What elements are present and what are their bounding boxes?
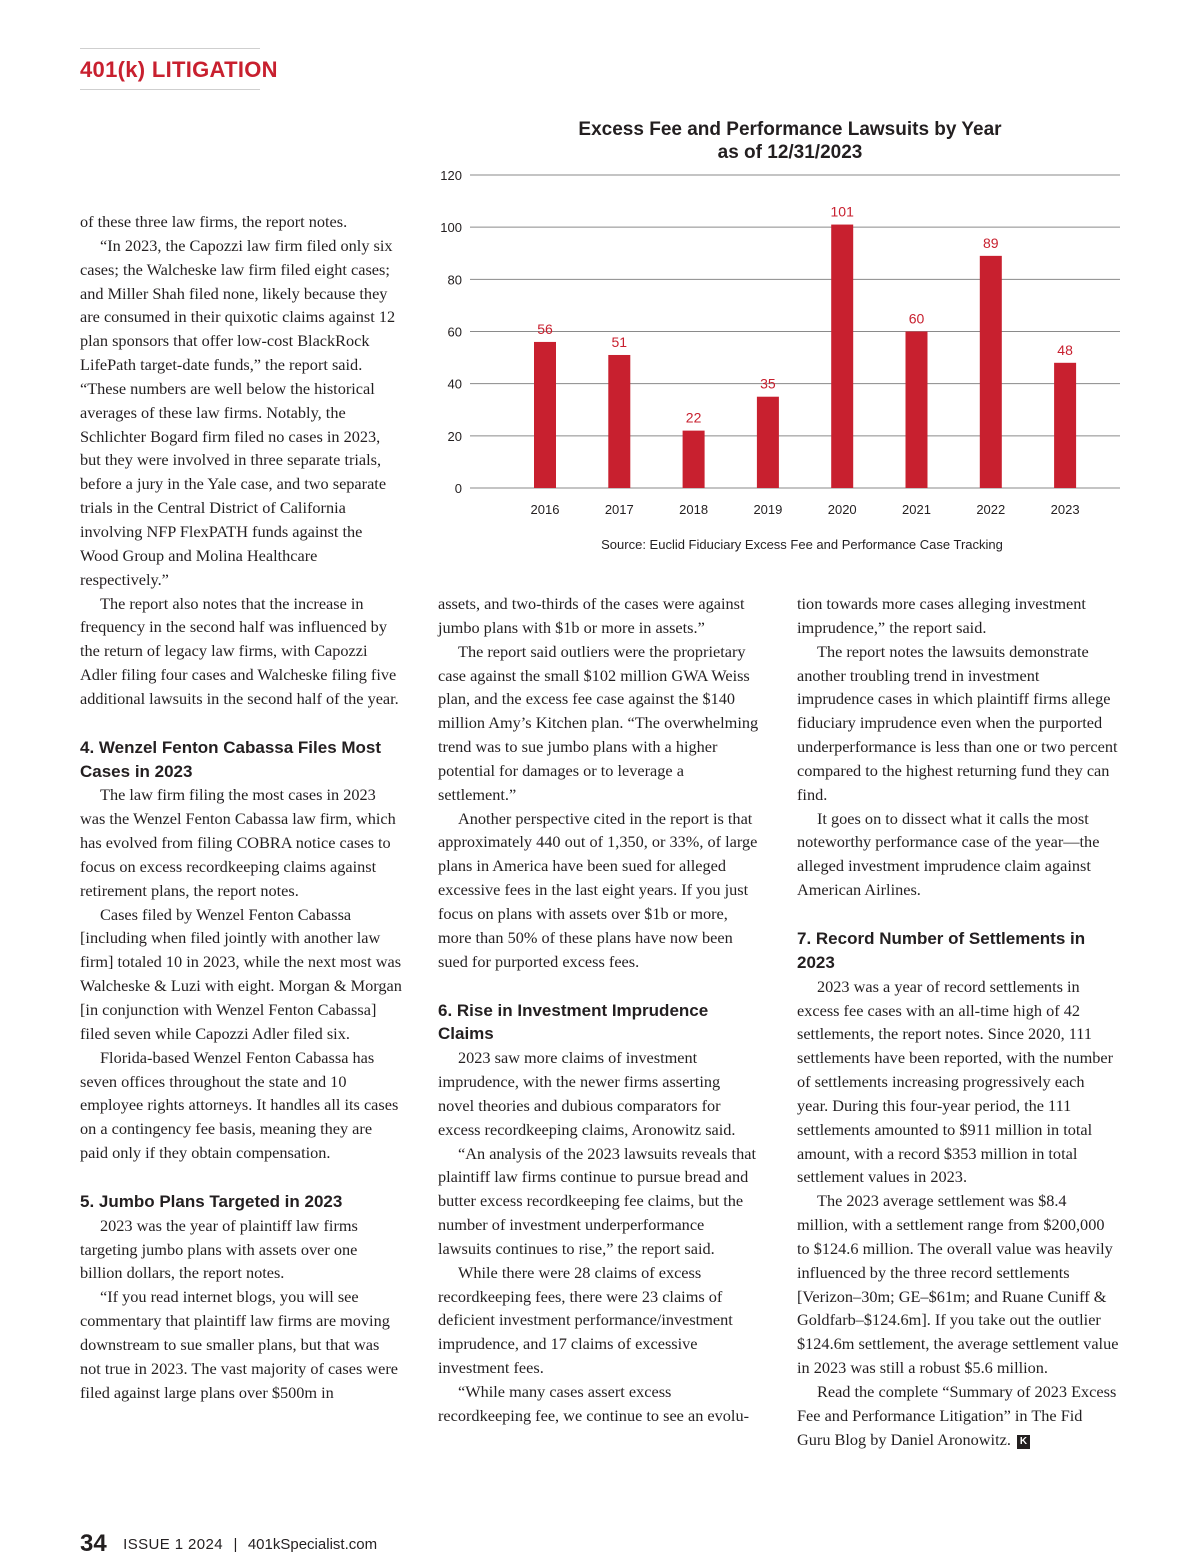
column-2 bbox=[438, 592, 760, 1428]
col2-paragraph-4: 2023 saw more claims of investment imprudence, with the newer firms asserting novel theories and dubious comparators for excess recordkeeping claims, Aronowitz said. bbox=[438, 1048, 736, 1139]
data-label-2021: 60 bbox=[908, 310, 925, 327]
bar-2021 bbox=[906, 332, 928, 489]
x-tick-label-2017: 2017 bbox=[604, 502, 634, 517]
heading-4-wenzel: 4. Wenzel Fenton Cabassa Files Most Cases in 2023 bbox=[80, 737, 382, 781]
y-tick-label-0: 0 bbox=[454, 481, 462, 496]
x-tick-label-2023: 2023 bbox=[1050, 502, 1080, 517]
data-label-2023: 48 bbox=[1057, 341, 1073, 358]
col2-paragraph-1: assets, and two-thirds of the cases were against jumbo plans with $1b or more in assets.” bbox=[438, 594, 745, 637]
col3-paragraph-3: It goes on to dissect what it calls the most noteworthy performance case of the year—the alleged investment imprudence claim against American Airlines. bbox=[797, 808, 1100, 900]
column-3 bbox=[797, 592, 1119, 1452]
chart-bars bbox=[531, 204, 1080, 517]
col1-paragraph-4: The law firm filing the most cases in 2023 was the Wenzel Fenton Cabassa law firm, which has evolved from filing COBRA notice cases to focus on excess recordkeeping claims against retirement plans, the report notes. bbox=[80, 785, 396, 900]
x-tick-label-2019: 2019 bbox=[753, 502, 783, 517]
y-tick-label-120: 120 bbox=[440, 168, 462, 183]
y-tick-label-100: 100 bbox=[440, 220, 462, 236]
col3-paragraph-5: The 2023 average settlement was $8.4 million, with a settlement range from $200,000 to $124.6 million. The overall value was heavily influenced by the three record settlements [Verizon–30m; GE–$61m; and Ruane Cuniff & Goldfarb–$124.6m]. If you take out the outlier $124.6m settlement, the average settlement value in 2023 was still a robust $5.6 million. bbox=[797, 1191, 1119, 1378]
chart-title: Excess Fee and Performance Lawsuits by Year bbox=[578, 119, 1002, 140]
heading-5-jumbo-plans: 5. Jumbo Plans Targeted in 2023 bbox=[80, 1191, 343, 1211]
bar-2017 bbox=[608, 355, 630, 488]
col2-paragraph-7: “While many cases assert excess recordkeeping fee, we continue to see an evolu- bbox=[438, 1382, 750, 1425]
bar-2016 bbox=[534, 342, 556, 488]
col1-paragraph-7: 2023 was the year of plaintiff law firms targeting jumbo plans with assets over one billion dollars, the report notes. bbox=[80, 1215, 358, 1283]
col2-paragraph-6: While there were 28 claims of excess recordkeeping fees, there were 23 claims of deficient investment performance/investment imprudence, and 17 claims of excessive investment fees. bbox=[438, 1262, 733, 1378]
chart-source: Source: Euclid Fiduciary Excess Fee and Performance Case Tracking bbox=[601, 537, 1003, 552]
heading-6-investment-imprudence: 6. Rise in Investment Imprudence Claims bbox=[438, 1000, 709, 1044]
col3-paragraph-6-text: Read the complete “Summary of 2023 Excess Fee and Performance Litigation” in The Fid Guru Blog by Daniel Aronowitz. bbox=[797, 1382, 1117, 1449]
col1-paragraph-1: of these three law firms, the report notes. bbox=[80, 212, 348, 231]
bar-chart bbox=[420, 110, 1140, 560]
x-tick-label-2021: 2021 bbox=[902, 502, 931, 517]
col3-paragraph-1: tion towards more cases alleging investment imprudence,” the report said. bbox=[797, 594, 1086, 637]
section-header-bold: 401(k) bbox=[80, 57, 146, 82]
data-label-2018: 22 bbox=[685, 409, 702, 426]
data-label-2020: 101 bbox=[830, 203, 854, 220]
x-tick-label-2020: 2020 bbox=[827, 502, 857, 517]
col3-paragraph-6 bbox=[797, 1380, 1119, 1452]
col1-paragraph-8: “If you read internet blogs, you will see commentary that plaintiff law firms are moving downstream to sue smaller plans, but that was not true in 2023. The vast majority of cases were filed against large plans over $500m in bbox=[80, 1287, 399, 1402]
bar-2018 bbox=[683, 431, 705, 488]
data-label-2017: 51 bbox=[611, 333, 628, 350]
y-tick-label-40: 40 bbox=[447, 376, 462, 392]
col2-paragraph-2: The report said outliers were the proprietary case against the small $102 million GWA Weiss plan, and the excess fee case against the $140 million Amy’s Kitchen plan. “The overwhelming trend was to sue jumbo plans with a higher potential for damages or to leverage a settlement.” bbox=[438, 641, 759, 804]
header-rule-bottom bbox=[80, 89, 260, 90]
bar-2020 bbox=[831, 225, 853, 488]
end-mark-icon: K bbox=[1017, 1435, 1030, 1449]
data-label-2022: 89 bbox=[983, 234, 999, 251]
data-label-2019: 35 bbox=[760, 375, 776, 392]
heading-7-record-settlements: 7. Record Number of Settlements in 2023 bbox=[797, 928, 1086, 972]
y-tick-label-60: 60 bbox=[447, 324, 462, 340]
data-label-2016: 56 bbox=[537, 320, 553, 337]
x-tick-label-2016: 2016 bbox=[530, 502, 560, 517]
col3-paragraph-4: 2023 was a year of record settlements in excess fee cases with an all-time high of 42 settlements, the report notes. Since 2020, 111 settlements have been reported, with the number of settlements increasing progressively each year. During this four-year period, the 111 settlements amounted to $911 million in total amount, with a record $353 million in total settlement values in 2023. bbox=[797, 976, 1114, 1187]
col1-paragraph-5: Cases filed by Wenzel Fenton Cabassa [including when filed jointly with another law firm] totaled 10 in 2023, while the next most was Walcheske & Luzi with eight. Morgan & Morgan [in conjunction with Wenzel Fenton Cabassa] filed seven while Capozzi Adler filed six. bbox=[80, 904, 402, 1043]
y-tick-label-20: 20 bbox=[447, 428, 462, 444]
page-footer bbox=[80, 1530, 377, 1558]
section-header-rest: LITIGATION bbox=[151, 57, 278, 82]
col3-paragraph-2: The report notes the lawsuits demonstrate another troubling trend in investment imprudence cases in which plaintiff firms allege fiduciary imprudence even when the purported underperformance is less than one or two percent compared to the highest returning fund they can find. bbox=[797, 641, 1118, 804]
page-number: 34 bbox=[80, 1530, 107, 1557]
y-tick-label-80: 80 bbox=[447, 272, 462, 288]
chart-svg bbox=[420, 110, 1140, 560]
col2-paragraph-5: “An analysis of the 2023 lawsuits reveals that plaintiff law firms continue to pursue bread and butter excess recordkeeping fee claims, but the number of investment underperformance lawsuits continues to rise,” the report said. bbox=[438, 1143, 756, 1258]
section-header bbox=[80, 57, 278, 83]
col1-paragraph-3: The report also notes that the increase in frequency in the second half was influenced by the return of legacy law firms, with Capozzi Adler filing four cases and Walcheske filing five additional lawsuits in the second half of the year. bbox=[80, 593, 399, 708]
column-1 bbox=[80, 210, 402, 1405]
bar-2022 bbox=[980, 256, 1002, 488]
x-tick-label-2022: 2022 bbox=[976, 502, 1006, 517]
col1-paragraph-6: Florida-based Wenzel Fenton Cabassa has seven offices throughout the state and 10 employee rights attorneys. It handles all its cases on a contingency fee basis, meaning they are paid only if they obtain compensation. bbox=[80, 1047, 399, 1163]
website-link[interactable]: 401kSpecialist.com bbox=[247, 1536, 378, 1553]
header-rule-top bbox=[80, 48, 260, 49]
footer-separator: | bbox=[233, 1536, 238, 1553]
col2-paragraph-3: Another perspective cited in the report is that approximately 440 out of 1,350, or 33%, of large plans in America have been sued for alleged excessive fees in the last eight years. If you just focus on plans with assets over $1b or more, more than 50% of these plans have now been sued for purported excess fees. bbox=[438, 808, 758, 971]
bar-2023 bbox=[1054, 363, 1076, 488]
x-tick-label-2018: 2018 bbox=[679, 502, 709, 517]
chart-subtitle: as of 12/31/2023 bbox=[717, 142, 863, 163]
col1-paragraph-2: “In 2023, the Capozzi law firm filed only six cases; the Walcheske law firm filed eight cases; and Miller Shah filed none, likely because they are consumed in their quixotic claims against 12 plan sponsors that offer low-cost BlackRock LifePath target-date funds,” the report said. “These numbers are well below the historical averages of these law firms. Notably, the Schlichter Bogard firm filed no cases in 2023, but they were involved in three separate trials, before a jury in the Yale case, and two separate trials in the Central District of California involving NFP FlexPATH funds against the Wood Group and Molina Healthcare respectively.” bbox=[80, 235, 396, 589]
bar-2019 bbox=[757, 397, 779, 488]
issue-label: ISSUE 1 2024 bbox=[123, 1536, 224, 1553]
